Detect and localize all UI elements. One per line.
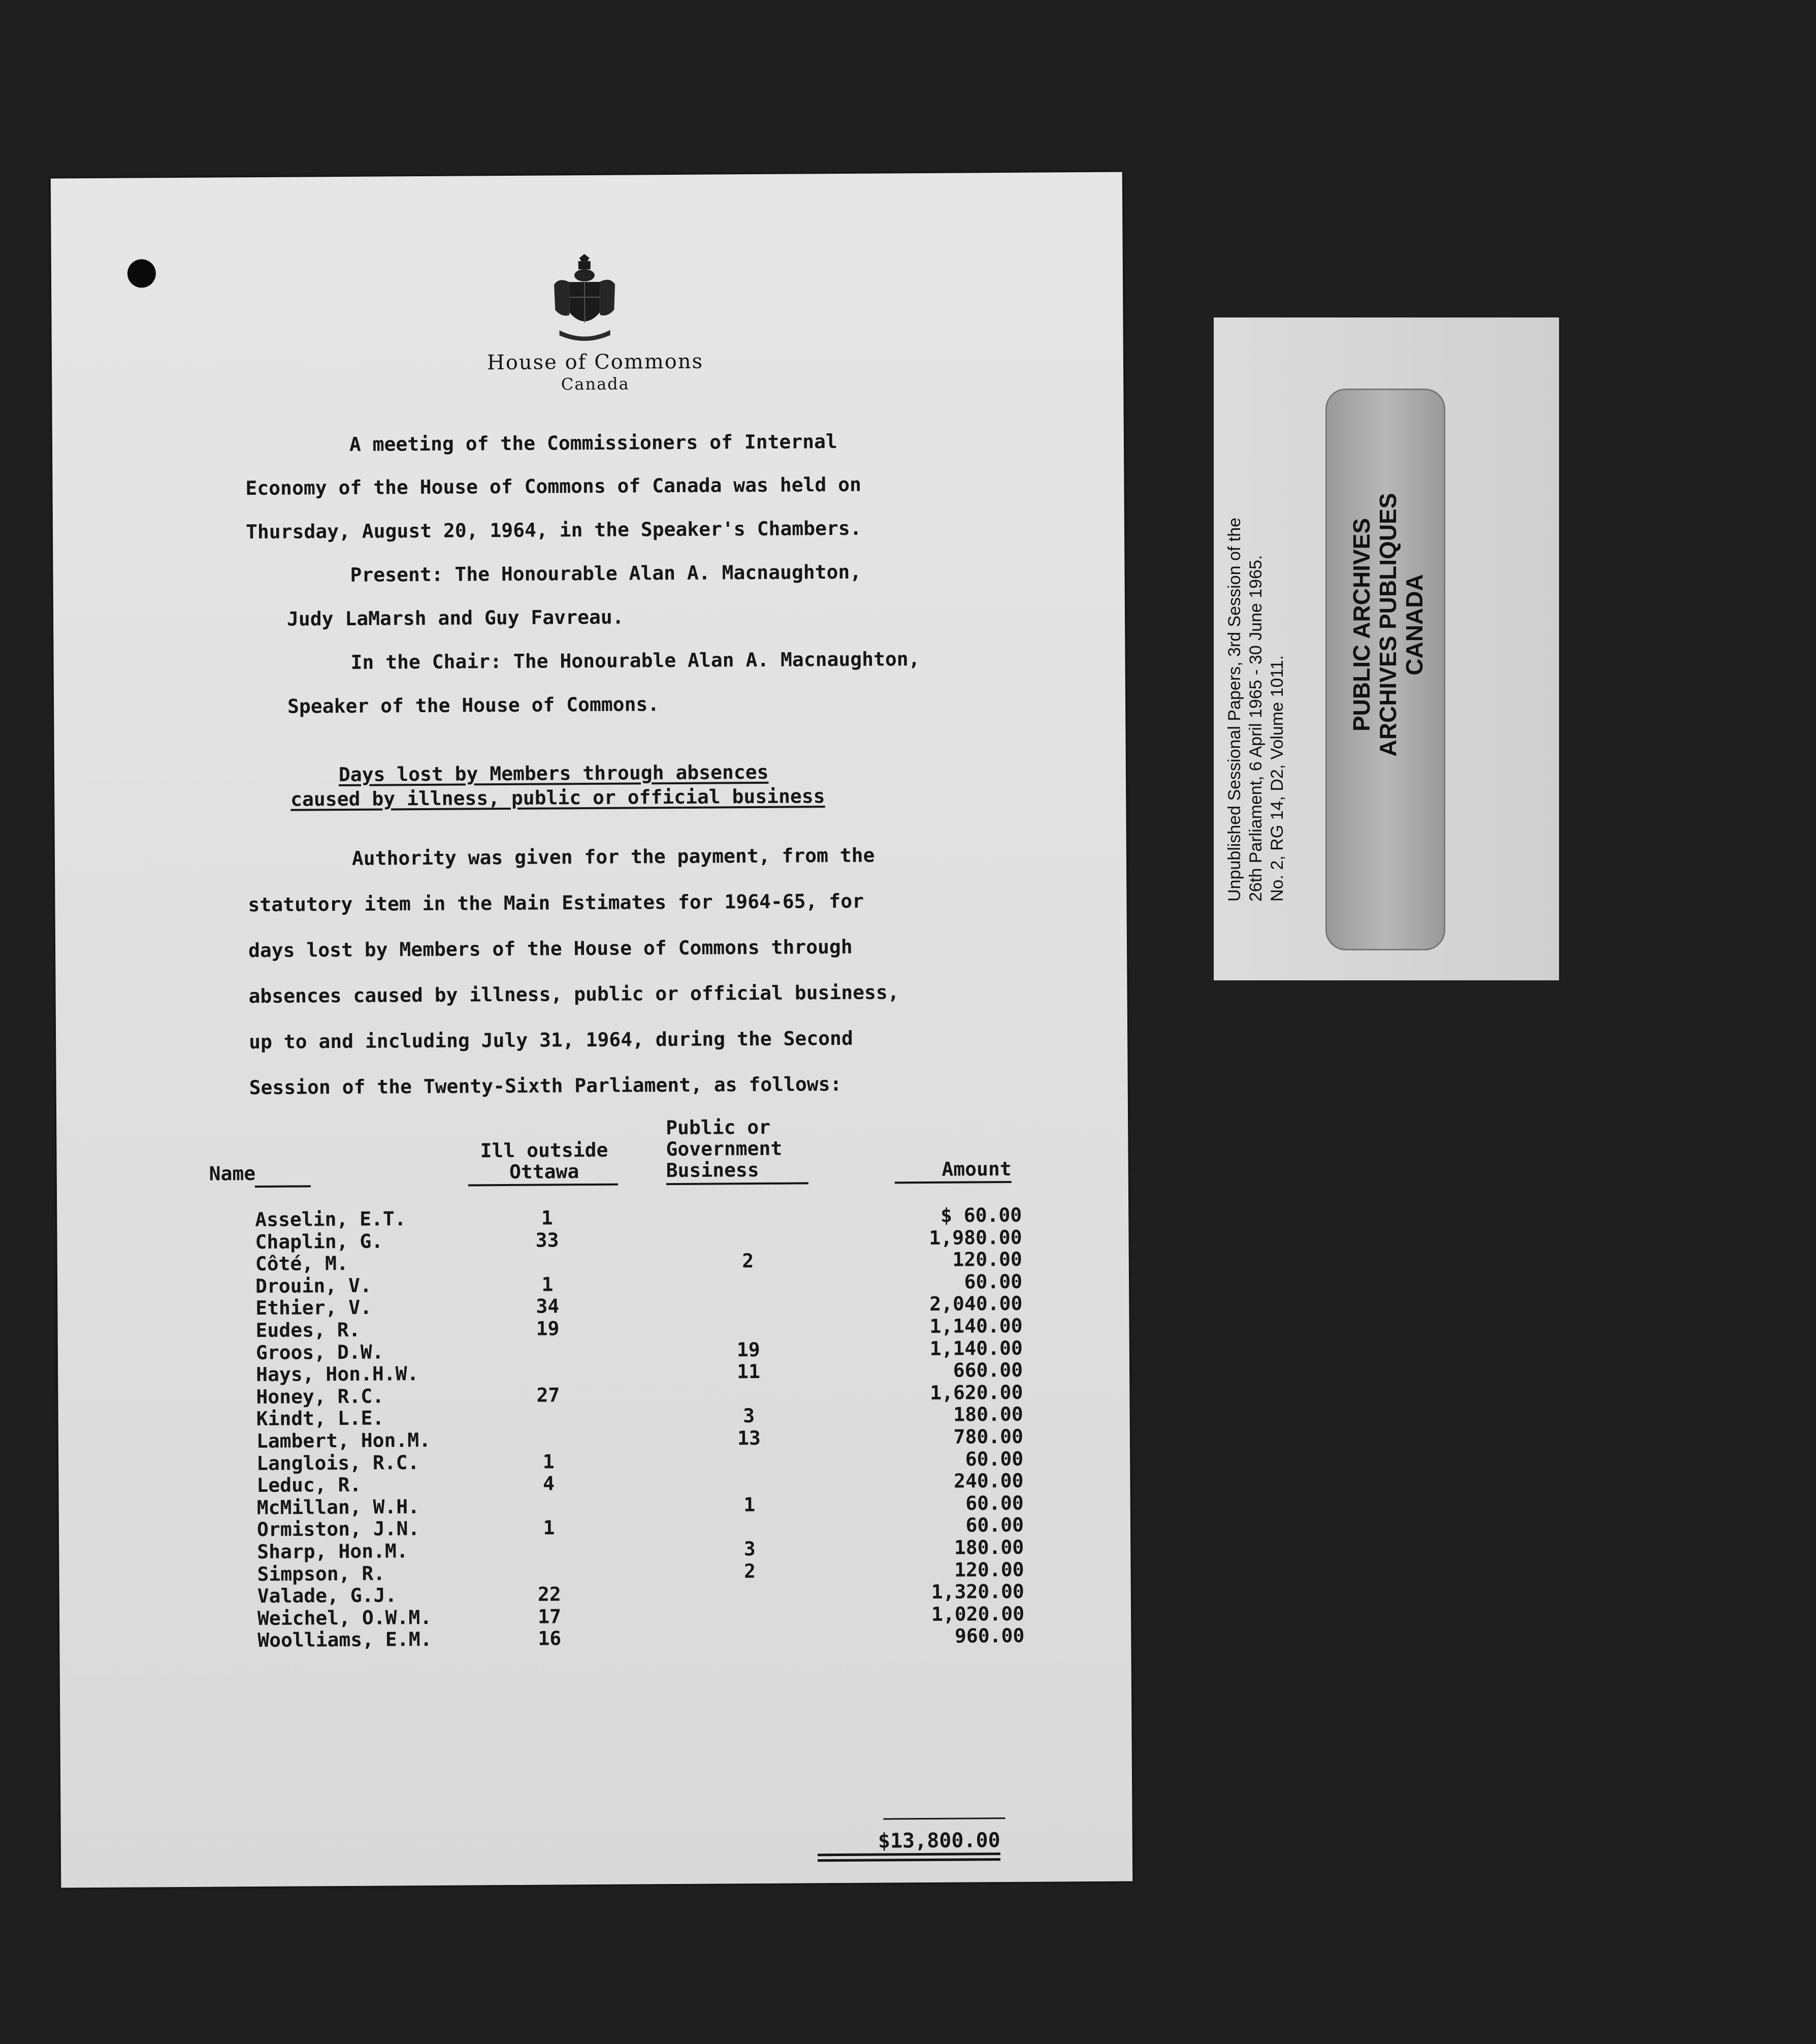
column-header-ill	[463, 1139, 626, 1183]
amount: 1,020.00	[931, 1602, 1025, 1625]
member-name: Hays, Hon.H.W.	[255, 1362, 419, 1386]
ill-days: 1	[541, 1206, 553, 1229]
table-row	[257, 1624, 1029, 1651]
amount: 660.00	[953, 1359, 1023, 1382]
authority-line: Session of the Twenty-Sixth Parliament, as follows:	[249, 1072, 842, 1099]
letterhead-subtitle: Canada	[561, 374, 630, 394]
public-business-days: 19	[736, 1338, 760, 1361]
header-line: Ottawa	[509, 1160, 579, 1183]
ill-days: 34	[536, 1295, 560, 1318]
total-amount: $13,800.00	[878, 1829, 1000, 1853]
header-line: Business	[666, 1158, 759, 1182]
ill-days: 27	[536, 1384, 560, 1407]
member-name: Groos, D.W.	[255, 1340, 384, 1364]
member-name: Valade, G.J.	[257, 1584, 397, 1608]
header-line: Ill outside	[480, 1138, 608, 1162]
present-line: Present: The Honourable Alan A. Macnaughton,	[350, 560, 862, 586]
amount: 960.00	[954, 1624, 1025, 1648]
ill-days: 16	[538, 1627, 562, 1650]
authority-line: up to and including July 31, 1964, during the Second	[248, 1027, 853, 1053]
amount: 180.00	[953, 1403, 1023, 1426]
authority-line: absences caused by illness, public or official business,	[248, 981, 899, 1008]
header-underline	[255, 1185, 311, 1188]
total-double-underline	[818, 1853, 1000, 1856]
amount: $ 60.00	[940, 1203, 1022, 1227]
member-name: Kindt, L.E.	[256, 1407, 384, 1430]
member-name: Sharp, Hon.M.	[257, 1540, 408, 1563]
ill-days: 19	[536, 1317, 560, 1340]
ill-days: 1	[542, 1450, 555, 1473]
section-heading: caused by illness, public or official business	[290, 785, 825, 811]
authority-line: Authority was given for the payment, from the	[351, 844, 875, 870]
chair-line: In the Chair: The Honourable Alan A. Macnaughton,	[350, 648, 920, 674]
amount: 1,140.00	[929, 1314, 1023, 1337]
public-business-days: 3	[743, 1404, 755, 1427]
column-header-name: Name	[209, 1162, 256, 1185]
member-name: Ethier, V.	[255, 1296, 372, 1320]
letterhead-title: House of Commons	[487, 349, 704, 375]
ill-days: 1	[541, 1273, 554, 1296]
amount: 1,320.00	[931, 1580, 1024, 1604]
amount: 1,620.00	[930, 1381, 1023, 1404]
archive-label-card	[1214, 317, 1559, 980]
member-name: Lambert, Hon.M.	[256, 1428, 431, 1453]
coat-of-arms-icon	[549, 254, 621, 343]
header-line: Government	[666, 1137, 783, 1161]
amount: 60.00	[964, 1270, 1023, 1293]
member-name: Chaplin, G.	[255, 1230, 383, 1253]
member-name: Drouin, V.	[255, 1274, 372, 1297]
member-name: Woolliams, E.M.	[257, 1628, 432, 1652]
amount: 780.00	[953, 1425, 1024, 1448]
member-name: McMillan, W.H.	[256, 1495, 420, 1519]
amount: 1,980.00	[929, 1226, 1022, 1249]
column-header-amount: Amount	[942, 1157, 1012, 1180]
archive-stamp-text	[1348, 396, 1450, 853]
member-name: Ormiston, J.N.	[256, 1517, 420, 1541]
citation-line: Unpublished Sessional Papers, 3rd Session of the	[1225, 517, 1244, 902]
stamp-line: CANADA	[1401, 574, 1428, 676]
column-header-public	[666, 1116, 829, 1181]
ill-days: 22	[537, 1583, 561, 1606]
amount: 120.00	[952, 1248, 1022, 1271]
citation-line: 26th Parliament, 6 April 1965 - 30 June 1965.	[1246, 555, 1266, 902]
member-name: Weichel, O.W.M.	[257, 1606, 432, 1630]
header-underline	[895, 1181, 1012, 1184]
archive-citation	[1224, 317, 1315, 902]
public-business-days: 11	[737, 1360, 761, 1383]
member-name: Asselin, E.T.	[255, 1207, 406, 1231]
member-name: Langlois, R.C.	[256, 1451, 419, 1475]
intro-line: A meeting of the Commissioners of Internal	[349, 430, 837, 456]
public-business-days: 2	[743, 1559, 756, 1582]
amount: 120.00	[954, 1558, 1024, 1581]
authority-line: statutory item in the Main Estimates for 1964-65, for	[248, 889, 864, 916]
intro-line: Thursday, August 20, 1964, in the Speaker's Chambers.	[245, 517, 862, 544]
public-business-days: 2	[742, 1250, 754, 1272]
amount: 60.00	[965, 1491, 1024, 1515]
public-business-days: 13	[737, 1426, 761, 1450]
stamp-line: ARCHIVES PUBLIQUES	[1375, 493, 1401, 757]
amount: 180.00	[954, 1536, 1024, 1559]
authority-line: days lost by Members of the House of Commons through	[248, 935, 853, 962]
total-double-underline	[818, 1858, 1000, 1862]
amount: 2,040.00	[929, 1292, 1023, 1316]
amount: 60.00	[965, 1514, 1024, 1537]
ill-days: 33	[535, 1228, 559, 1252]
chair-line: Speaker of the House of Commons.	[287, 693, 660, 718]
header-underline	[468, 1184, 618, 1187]
table-body	[51, 172, 1122, 179]
member-name: Côté, M.	[255, 1252, 348, 1275]
header-line: Public or	[666, 1115, 771, 1139]
document-page	[51, 172, 1133, 1888]
amount: 240.00	[954, 1470, 1024, 1492]
member-name: Simpson, R.	[257, 1562, 385, 1585]
public-business-days: 1	[743, 1493, 756, 1516]
citation-line: No. 2, RG 14, D2, Volume 1011.	[1268, 655, 1287, 902]
member-name: Honey, R.C.	[256, 1385, 384, 1408]
member-name: Leduc, R.	[256, 1473, 362, 1497]
ill-days: 17	[538, 1605, 562, 1628]
punch-hole	[127, 259, 156, 288]
amount: 1,140.00	[929, 1336, 1023, 1360]
intro-line: Economy of the House of Commons of Canada was held on	[245, 473, 862, 500]
member-name: Eudes, R.	[255, 1318, 361, 1342]
amount: 60.00	[965, 1447, 1024, 1471]
header-underline	[666, 1182, 808, 1185]
section-heading: Days lost by Members through absences	[338, 760, 769, 786]
ill-days: 4	[542, 1472, 555, 1495]
subtotal-underline	[883, 1817, 1005, 1819]
stamp-line: PUBLIC ARCHIVES	[1348, 518, 1375, 731]
public-business-days: 3	[743, 1538, 756, 1560]
ill-days: 1	[543, 1516, 555, 1539]
present-line: Judy LaMarsh and Guy Favreau.	[286, 605, 624, 630]
